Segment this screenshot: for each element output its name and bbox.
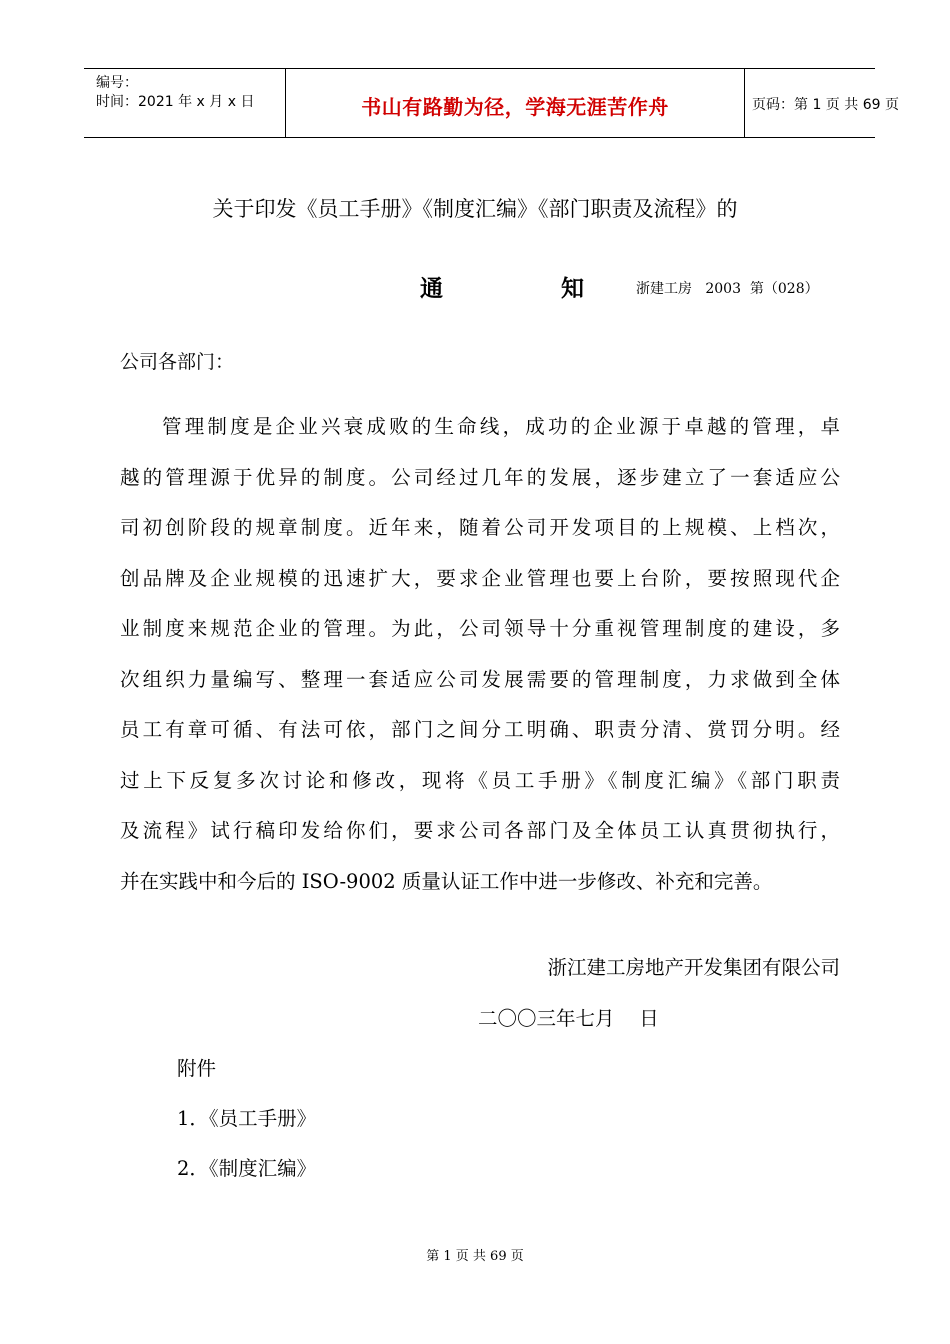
notice-heading-char-2: 知 — [561, 276, 584, 302]
body-line: 司初创阶段的规章制度。近年来，随着公司开发项目的上规模、上档次， — [120, 516, 840, 539]
body-paragraph — [120, 402, 840, 907]
body-line: 及流程》试行稿印发给你们，要求公司各部门及全体员工认真贯彻执行， — [120, 819, 840, 842]
time-label: 时间：2021 年 x 月 x 日 — [96, 94, 255, 110]
motto-text: 书山有路勤为径，学海无涯苦作舟 — [361, 95, 669, 119]
page-footer: 第 1 页 共 69 页 — [426, 1249, 524, 1264]
notice-heading-char-1: 通 — [420, 276, 443, 302]
body-line: 员工有章可循、有法可依，部门之间分工明确、职责分清、赏罚分明。经 — [120, 718, 840, 741]
body-line: 业制度来规范企业的管理。为此，公司领导十分重视管理制度的建设，多 — [120, 617, 840, 640]
attachment-item: 2．《制度汇编》 — [177, 1157, 317, 1180]
document-title: 关于印发《员工手册》《制度汇编》《部门职责及流程》的 — [212, 197, 738, 221]
body-line: 过上下反复多次讨论和修改，现将《员工手册》《制度汇编》《部门职责 — [120, 768, 840, 792]
body-line: 次组织力量编写、整理一套适应公司发展需要的管理制度，力求做到全体 — [120, 667, 840, 691]
header-motto-cell — [285, 69, 745, 137]
serial-label: 编号： — [96, 75, 138, 91]
page-header — [84, 68, 899, 138]
company-signature: 浙江建工房地产开发集团有限公司 — [547, 956, 840, 979]
body-line: 管理制度是企业兴衰成败的生命线，成功的企业源于卓越的管理，卓 — [162, 415, 840, 438]
document-number: 浙建工房 2003 第（028） — [636, 281, 819, 297]
body-line: 越的管理源于优异的制度。公司经过几年的发展，逐步建立了一套适应公 — [120, 465, 840, 489]
header-info-cell — [84, 69, 285, 137]
salutation: 公司各部门： — [120, 351, 235, 373]
attachments-title: 附件 — [177, 1057, 217, 1080]
body-line: 创品牌及企业规模的迅速扩大，要求企业管理也要上台阶，要按照现代企 — [120, 566, 840, 590]
signature-date: 二〇〇三年七月 日 — [478, 1007, 659, 1030]
body-line: 并在实践中和今后的 ISO-9002 质量认证工作中进一步修改、补充和完善。 — [120, 869, 773, 893]
attachment-item: 1．《员工手册》 — [177, 1107, 317, 1130]
header-page-cell — [744, 69, 899, 137]
page-code: 页码：第 1 页 共 69 页 — [752, 97, 899, 113]
